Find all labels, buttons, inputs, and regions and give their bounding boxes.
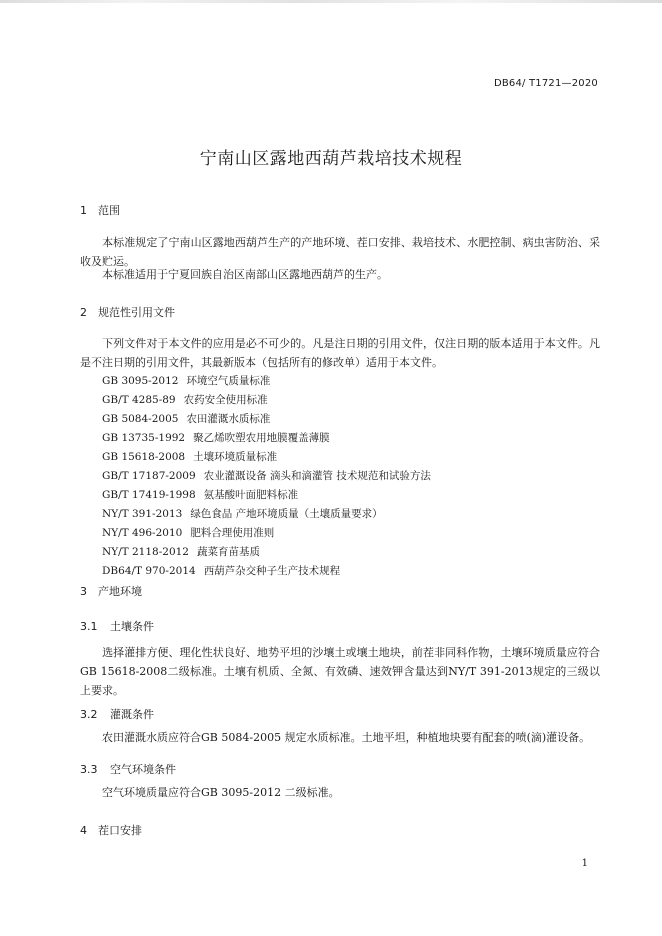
- section-title: 范围: [98, 204, 120, 217]
- section-title: 产地环境: [98, 585, 142, 598]
- section-3-3-heading: [80, 761, 176, 777]
- reference-item: [102, 372, 431, 391]
- reference-code: DB64/T 970-2014: [102, 565, 196, 577]
- reference-code: GB/T 17419-1998: [102, 489, 196, 501]
- section-title: 空气环境条件: [110, 763, 176, 776]
- section-number: 1: [80, 204, 87, 217]
- reference-title: 聚乙烯吹塑农用地膜覆盖薄膜: [193, 432, 330, 444]
- reference-code: NY/T 496-2010: [102, 527, 183, 539]
- reference-code: GB 13735-1992: [102, 432, 186, 444]
- soil-conditions-paragraph: 选择灌排方便、理化性状良好、地势平坦的沙壤土或壤土地块，前茬非同科作物，土壤环境质量应符合GB 15618-2008二级标准。土壤有机质、全氮、有效磷、速效钾含量达到NY/T 391-2013规定的三级以上要求。: [80, 646, 600, 697]
- reference-item: [102, 448, 431, 467]
- reference-code: GB/T 17187-2009: [102, 470, 196, 482]
- section-number: 3.1: [80, 620, 98, 633]
- air-environment-paragraph: 空气环境质量应符合GB 3095-2012 二级标准。: [102, 786, 340, 799]
- section-title: 规范性引用文件: [98, 306, 175, 319]
- scope-paragraph-2: 本标准适用于宁夏回族自治区南部山区露地西葫芦的生产。: [102, 268, 388, 281]
- reference-item: [102, 391, 431, 410]
- reference-title: 农业灌溉设备 滴头和滴灌管 技术规范和试验方法: [203, 470, 431, 482]
- reference-code: GB 15618-2008: [102, 451, 186, 463]
- scan-artifact: [0, 0, 662, 3]
- reference-title: 西葫芦杂交种子生产技术规程: [203, 565, 341, 577]
- section-4-heading: [80, 822, 142, 838]
- reference-title: 农药安全使用标准: [183, 394, 268, 406]
- reference-code: GB/T 4285-89: [102, 394, 176, 406]
- section-title: 茬口安排: [98, 824, 142, 837]
- page-number: 1: [581, 858, 588, 869]
- reference-item: [102, 505, 431, 524]
- reference-item: [102, 543, 431, 562]
- document-title: 宁南山区露地西葫芦栽培技术规程: [199, 149, 463, 169]
- reference-item: [102, 562, 431, 581]
- reference-title: 环境空气质量标准: [186, 375, 271, 387]
- section-3-1-heading: [80, 618, 154, 634]
- section-title: 土壤条件: [110, 620, 154, 633]
- reference-title: 肥料合理使用准则: [190, 527, 275, 539]
- section-3-2-heading: [80, 706, 154, 722]
- reference-title: 蔬菜育苗基质: [197, 546, 260, 558]
- reference-code: NY/T 391-2013: [102, 508, 183, 520]
- reference-title: 氨基酸叶面肥料标准: [203, 489, 299, 501]
- section-number: 3: [80, 585, 87, 598]
- section-2-heading: [80, 304, 175, 320]
- section-title: 灌溉条件: [110, 708, 154, 721]
- reference-title: 土壤环境质量标准: [193, 451, 278, 463]
- reference-item: [102, 524, 431, 543]
- references-intro: 下列文件对于本文件的应用是必不可少的。凡是注日期的引用文件，仅注日期的版本适用于本文件。凡是不注日期的引用文件，其最新版本（包括所有的修改单）适用于本文件。: [80, 337, 600, 369]
- reference-list: [102, 372, 431, 581]
- reference-item: [102, 467, 431, 486]
- reference-title: 绿色食品 产地环境质量（土壤质量要求）: [190, 508, 383, 520]
- section-number: 2: [80, 306, 87, 319]
- section-number: 3.2: [80, 708, 98, 721]
- reference-code: GB 5084-2005: [102, 413, 179, 425]
- section-number: 3.3: [80, 763, 98, 776]
- reference-item: [102, 486, 431, 505]
- section-number: 4: [80, 824, 87, 837]
- reference-item: [102, 410, 431, 429]
- reference-item: [102, 429, 431, 448]
- section-1-heading: [80, 202, 120, 218]
- reference-code: GB 3095-2012: [102, 375, 179, 387]
- reference-code: NY/T 2118-2012: [102, 546, 189, 558]
- irrigation-paragraph: 农田灌溉水质应符合GB 5084-2005 规定水质标准。土地平坦，种植地块要有配套的喷(滴)灌设备。: [102, 731, 591, 744]
- scope-paragraph-1: 本标准规定了宁南山区露地西葫芦生产的产地环境、茬口安排、栽培技术、水肥控制、病虫害防治、采收及贮运。: [80, 236, 600, 268]
- section-3-heading: [80, 583, 142, 599]
- reference-title: 农田灌溉水质标准: [186, 413, 271, 425]
- standard-code: DB64/ T1721—2020: [493, 78, 598, 89]
